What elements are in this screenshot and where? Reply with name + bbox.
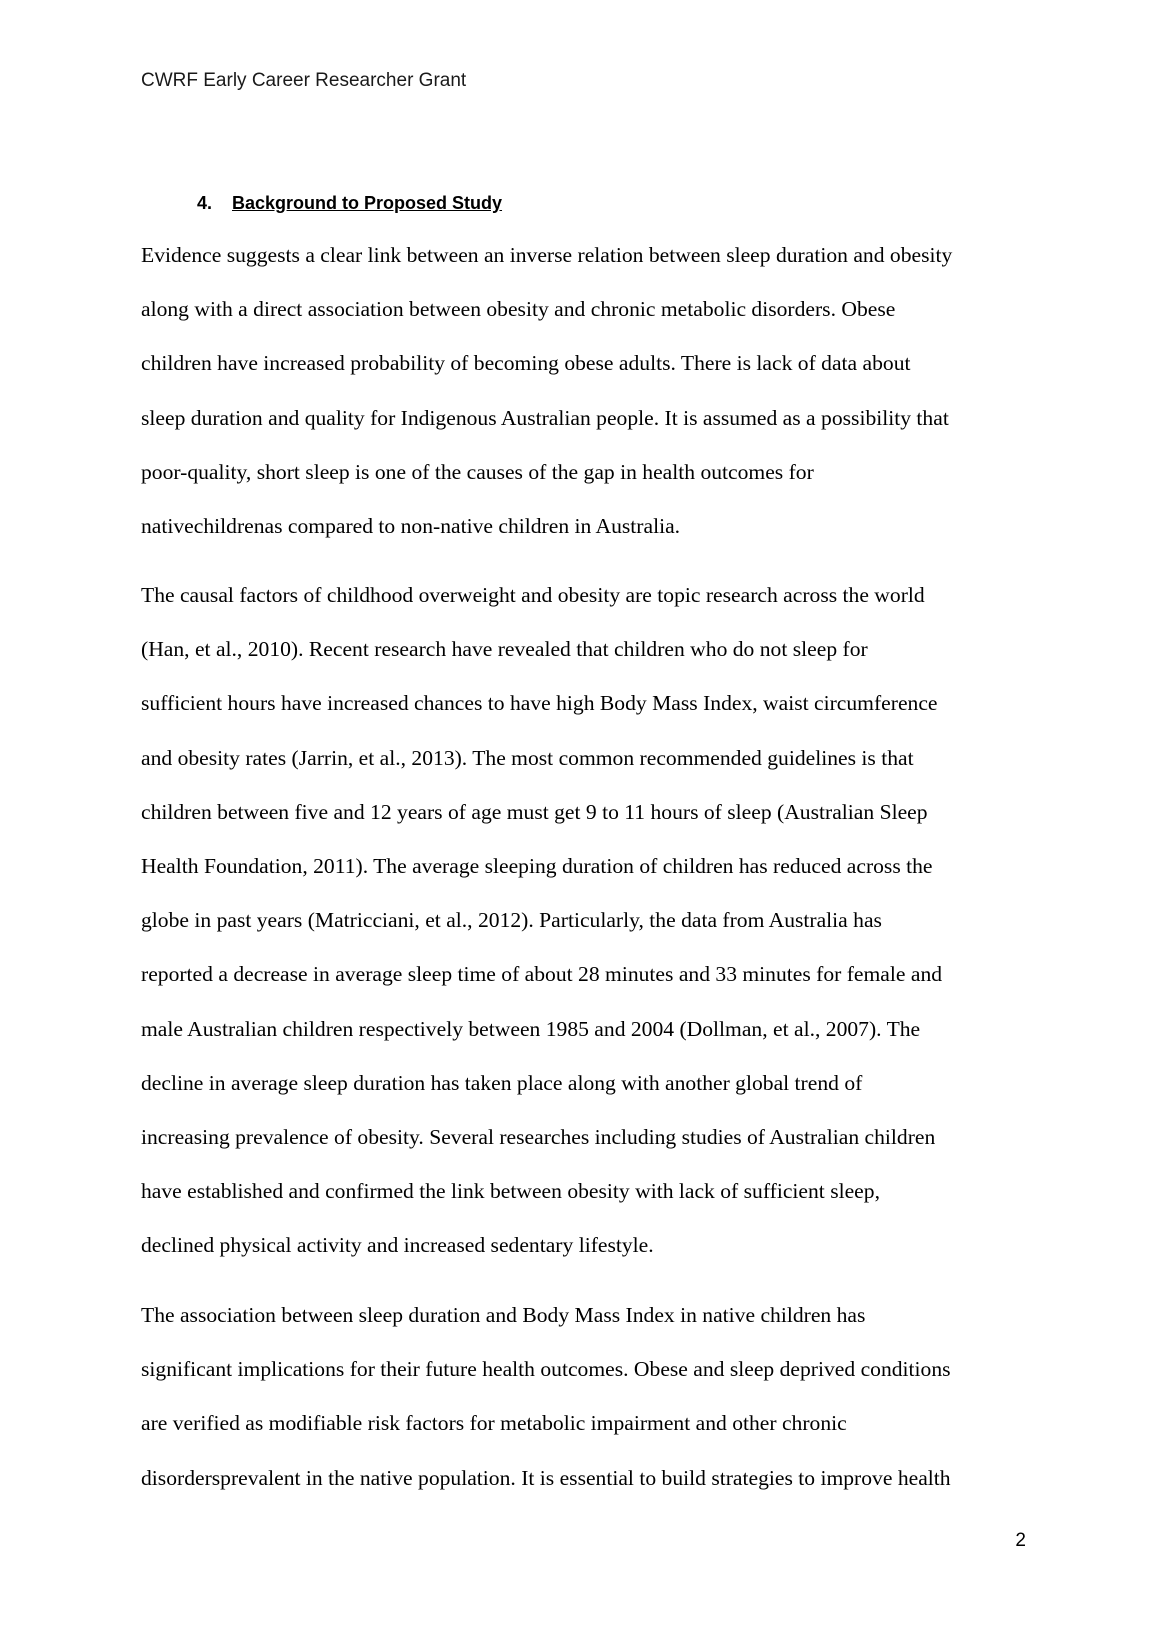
paragraph-line: reported a decrease in average sleep time of about 28 minutes and 33 minutes for female and bbox=[141, 962, 943, 987]
paragraph-line: nativechildrenas compared to non-native children in Australia. bbox=[141, 513, 681, 538]
paragraph-line: sleep duration and quality for Indigenous Australian people. It is assumed as a possibility that bbox=[141, 405, 949, 430]
paragraph-line: children between five and 12 years of age must get 9 to 11 hours of sleep (Australian Sleep bbox=[141, 799, 928, 824]
page-number: 2 bbox=[1015, 1530, 1026, 1551]
paragraph-line: along with a direct association between obesity and chronic metabolic disorders. Obese bbox=[141, 297, 896, 322]
paragraph-line: The causal factors of childhood overweight and obesity are topic research across the world bbox=[141, 583, 925, 607]
section-heading bbox=[197, 193, 502, 214]
paragraph bbox=[141, 568, 1041, 1272]
paragraph-line: globe in past years (Matricciani, et al., 2012). Particularly, the data from Australia has bbox=[141, 908, 882, 933]
paragraph-line: children have increased probability of becoming obese adults. There is lack of data about bbox=[141, 351, 911, 376]
paragraph bbox=[141, 228, 1041, 553]
section-title: Background to Proposed Study bbox=[232, 193, 503, 213]
paragraph-line: decline in average sleep duration has taken place along with another global trend of bbox=[141, 1070, 863, 1095]
paragraph-line: Health Foundation, 2011). The average sleeping duration of children has reduced across the bbox=[141, 853, 933, 878]
paragraph-line: The association between sleep duration and Body Mass Index in native children has bbox=[141, 1303, 866, 1327]
paragraph-line: sufficient hours have increased chances to have high Body Mass Index, waist circumference bbox=[141, 691, 938, 716]
running-header: CWRF Early Career Researcher Grant bbox=[141, 70, 467, 91]
paragraph-line: disordersprevalent in the native population. It is essential to build strategies to improve health bbox=[141, 1465, 951, 1490]
paragraph-line: and obesity rates (Jarrin, et al., 2013). The most common recommended guidelines is that bbox=[141, 745, 914, 770]
paragraph-line: declined physical activity and increased sedentary lifestyle. bbox=[141, 1233, 654, 1258]
paragraph-line: Evidence suggests a clear link between an inverse relation between sleep duration and obesity bbox=[141, 243, 953, 267]
section-number: 4. bbox=[197, 193, 213, 213]
paragraph-line: (Han, et al., 2010). Recent research have revealed that children who do not sleep for bbox=[141, 637, 868, 662]
paragraph-line: male Australian children respectively between 1985 and 2004 (Dollman, et al., 2007). The bbox=[141, 1016, 921, 1041]
paragraph-line: have established and confirmed the link between obesity with lack of sufficient sleep, bbox=[141, 1179, 880, 1204]
paragraph bbox=[141, 1288, 1041, 1505]
paragraph-line: increasing prevalence of obesity. Several researches including studies of Australian children bbox=[141, 1124, 936, 1149]
paragraph-line: significant implications for their future health outcomes. Obese and sleep deprived conditions bbox=[141, 1357, 951, 1382]
paragraph-line: poor-quality, short sleep is one of the causes of the gap in health outcomes for bbox=[141, 459, 814, 484]
paragraph-line: are verified as modifiable risk factors for metabolic impairment and other chronic bbox=[141, 1411, 847, 1436]
